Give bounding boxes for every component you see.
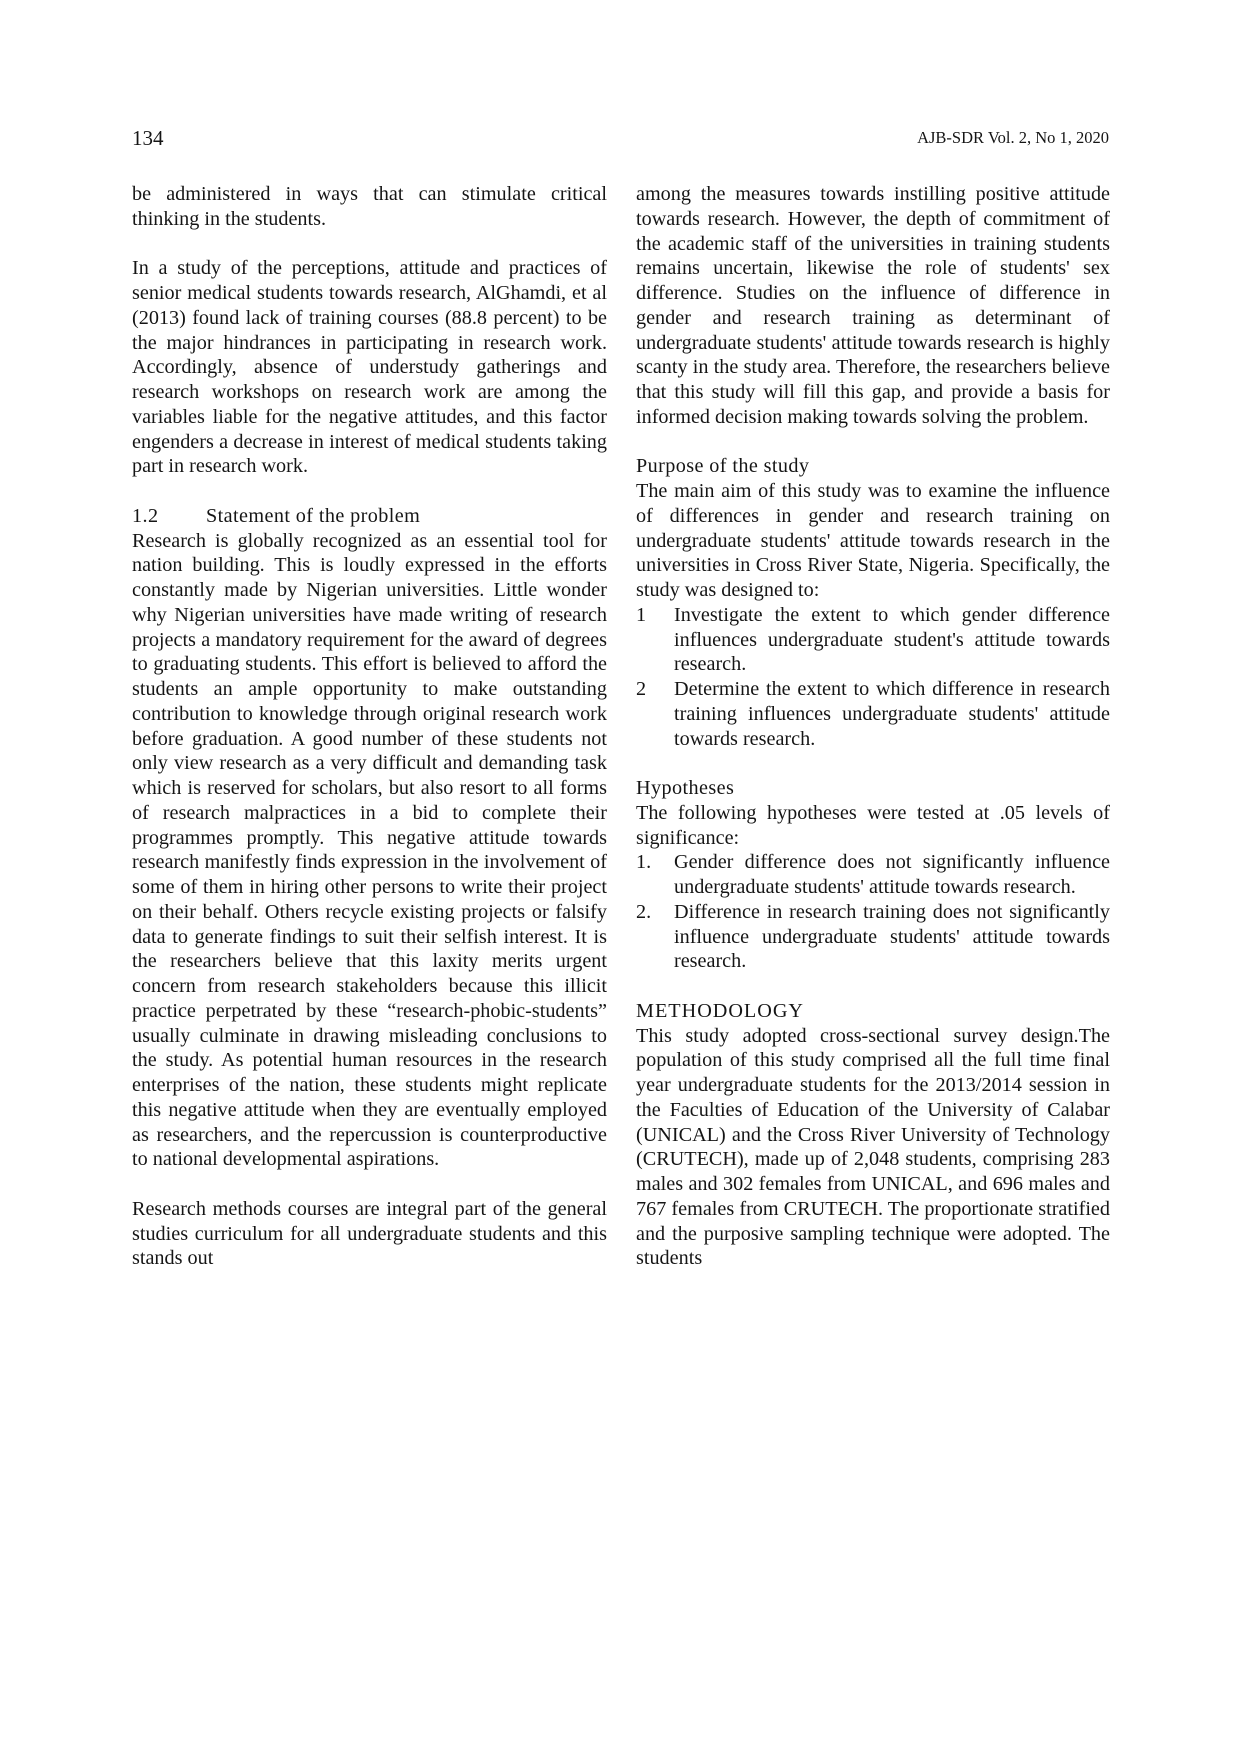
list-item-text: Gender difference does not significantly influence undergraduate students' attitude towards research. (674, 851, 1110, 898)
list-item-text: Determine the extent to which difference in research training influences undergraduate students' attitude towards research. (674, 678, 1110, 750)
section-number: 1.2 (132, 504, 159, 527)
heading-purpose-of-study: Purpose of the study (636, 455, 810, 478)
journal-reference: AJB-SDR Vol. 2, No 1, 2020 (917, 128, 1109, 147)
list-item-text: Investigate the extent to which gender difference influences undergraduate student's attitude towards research. (674, 603, 1110, 676)
list-marker: 2. (636, 900, 652, 923)
paragraph-hypotheses-intro: The following hypotheses were tested at .05 levels of significance: (636, 801, 1110, 849)
section-heading-statement-of-problem (132, 504, 607, 529)
paragraph-research-methods-courses: Research methods courses are integral part of the general studies curriculum for all undergraduate students and this stands out (132, 1197, 607, 1270)
paragraph-alghamdi-study: In a study of the perceptions, attitude and practices of senior medical students towards research, AlGhamdi, et al (2013) found lack of training courses (88.8 percent) to be the major hindrances in participating in research work. Accordingly, absence of understudy gatherings and research workshops on research work are among the variables liable for the negative attitudes, and this factor engenders a decrease in interest of medical students taking part in research work. (132, 257, 607, 478)
left-column (132, 182, 607, 1271)
list-item (636, 603, 1110, 677)
list-marker: 2 (636, 678, 647, 700)
hypotheses-list (636, 850, 1110, 974)
right-column (636, 182, 1110, 1271)
heading-methodology: METHODOLOGY (636, 999, 804, 1022)
heading-hypotheses: Hypotheses (636, 777, 735, 799)
running-header (132, 126, 1109, 154)
list-item (636, 677, 1110, 751)
paragraph-problem-statement: Research is globally recognized as an essential tool for nation building. This is loudly expressed in the efforts constantly made by Nigerian universities. Little wonder why Nigerian universities have made writing of research projects a mandatory requirement for the award of degrees to graduating students. This effort is believed to afford the students an ample opportunity to make outstanding contribution to knowledge through original research work before graduation. A good number of these students not only view research as a very difficult and demanding task which is reserved for scholars, but also resort to all forms of research malpractices in a bid to complete their programmes promptly. This negative attitude towards research manifestly finds expression in the involvement of some of them in hiring other persons to write their project on their behalf. Others recycle existing projects or falsify data to generate findings to suit their selfish interest. It is the researchers believe that this laxity merits urgent concern from research stakeholders because this illicit practice perpetrated by these “research-phobic-students” usually culminate in drawing misleading conclusions to the study. As potential human resources in the research enterprises of the nation, these students might replicate this negative attitude when they are eventually employed as researchers, and the repercussion is counterproductive to national developmental aspirations. (132, 529, 607, 1171)
paragraph-positive-attitude-measures: among the measures towards instilling positive attitude towards research. However, the depth of commitment of the academic staff of the universities in training students remains uncertain, likewise the role of students' sex difference. Studies on the influence of difference in gender and research training as determinant of undergraduate students' attitude towards research is highly scanty in the study area. Therefore, the researchers believe that this study will fill this gap, and provide a basis for informed decision making towards solving the problem. (636, 183, 1110, 428)
list-item (636, 900, 1110, 974)
paragraph-methodology: This study adopted cross-sectional survey design.The population of this study comprised all the full time final year undergraduate students for the 2013/2014 session in the Faculties of Education of the University of Calabar (UNICAL) and the Cross River University of Technology (CRUTECH), made up of 2,048 students, comprising 283 males and 302 females from UNICAL, and 696 males and 767 females from CRUTECH. The proportionate stratified and the purposive sampling technique were adopted. The students (636, 1024, 1110, 1270)
list-item (636, 850, 1110, 900)
paragraph-critical-thinking: be administered in ways that can stimulate critical thinking in the students. (132, 183, 607, 230)
paragraph-purpose-intro: The main aim of this study was to examine the influence of differences in gender and research training on undergraduate students' attitude towards research in the universities in Cross River State, Nigeria. Specifically, the study was designed to: (636, 480, 1110, 601)
list-marker: 1 (636, 603, 647, 626)
purpose-objectives-list (636, 603, 1110, 752)
section-title: Statement of the problem (206, 504, 421, 527)
page-number: 134 (132, 126, 164, 150)
list-item-text: Difference in research training does not significantly influence undergraduate students' attitude towards research. (674, 900, 1110, 973)
list-marker: 1. (636, 851, 652, 874)
